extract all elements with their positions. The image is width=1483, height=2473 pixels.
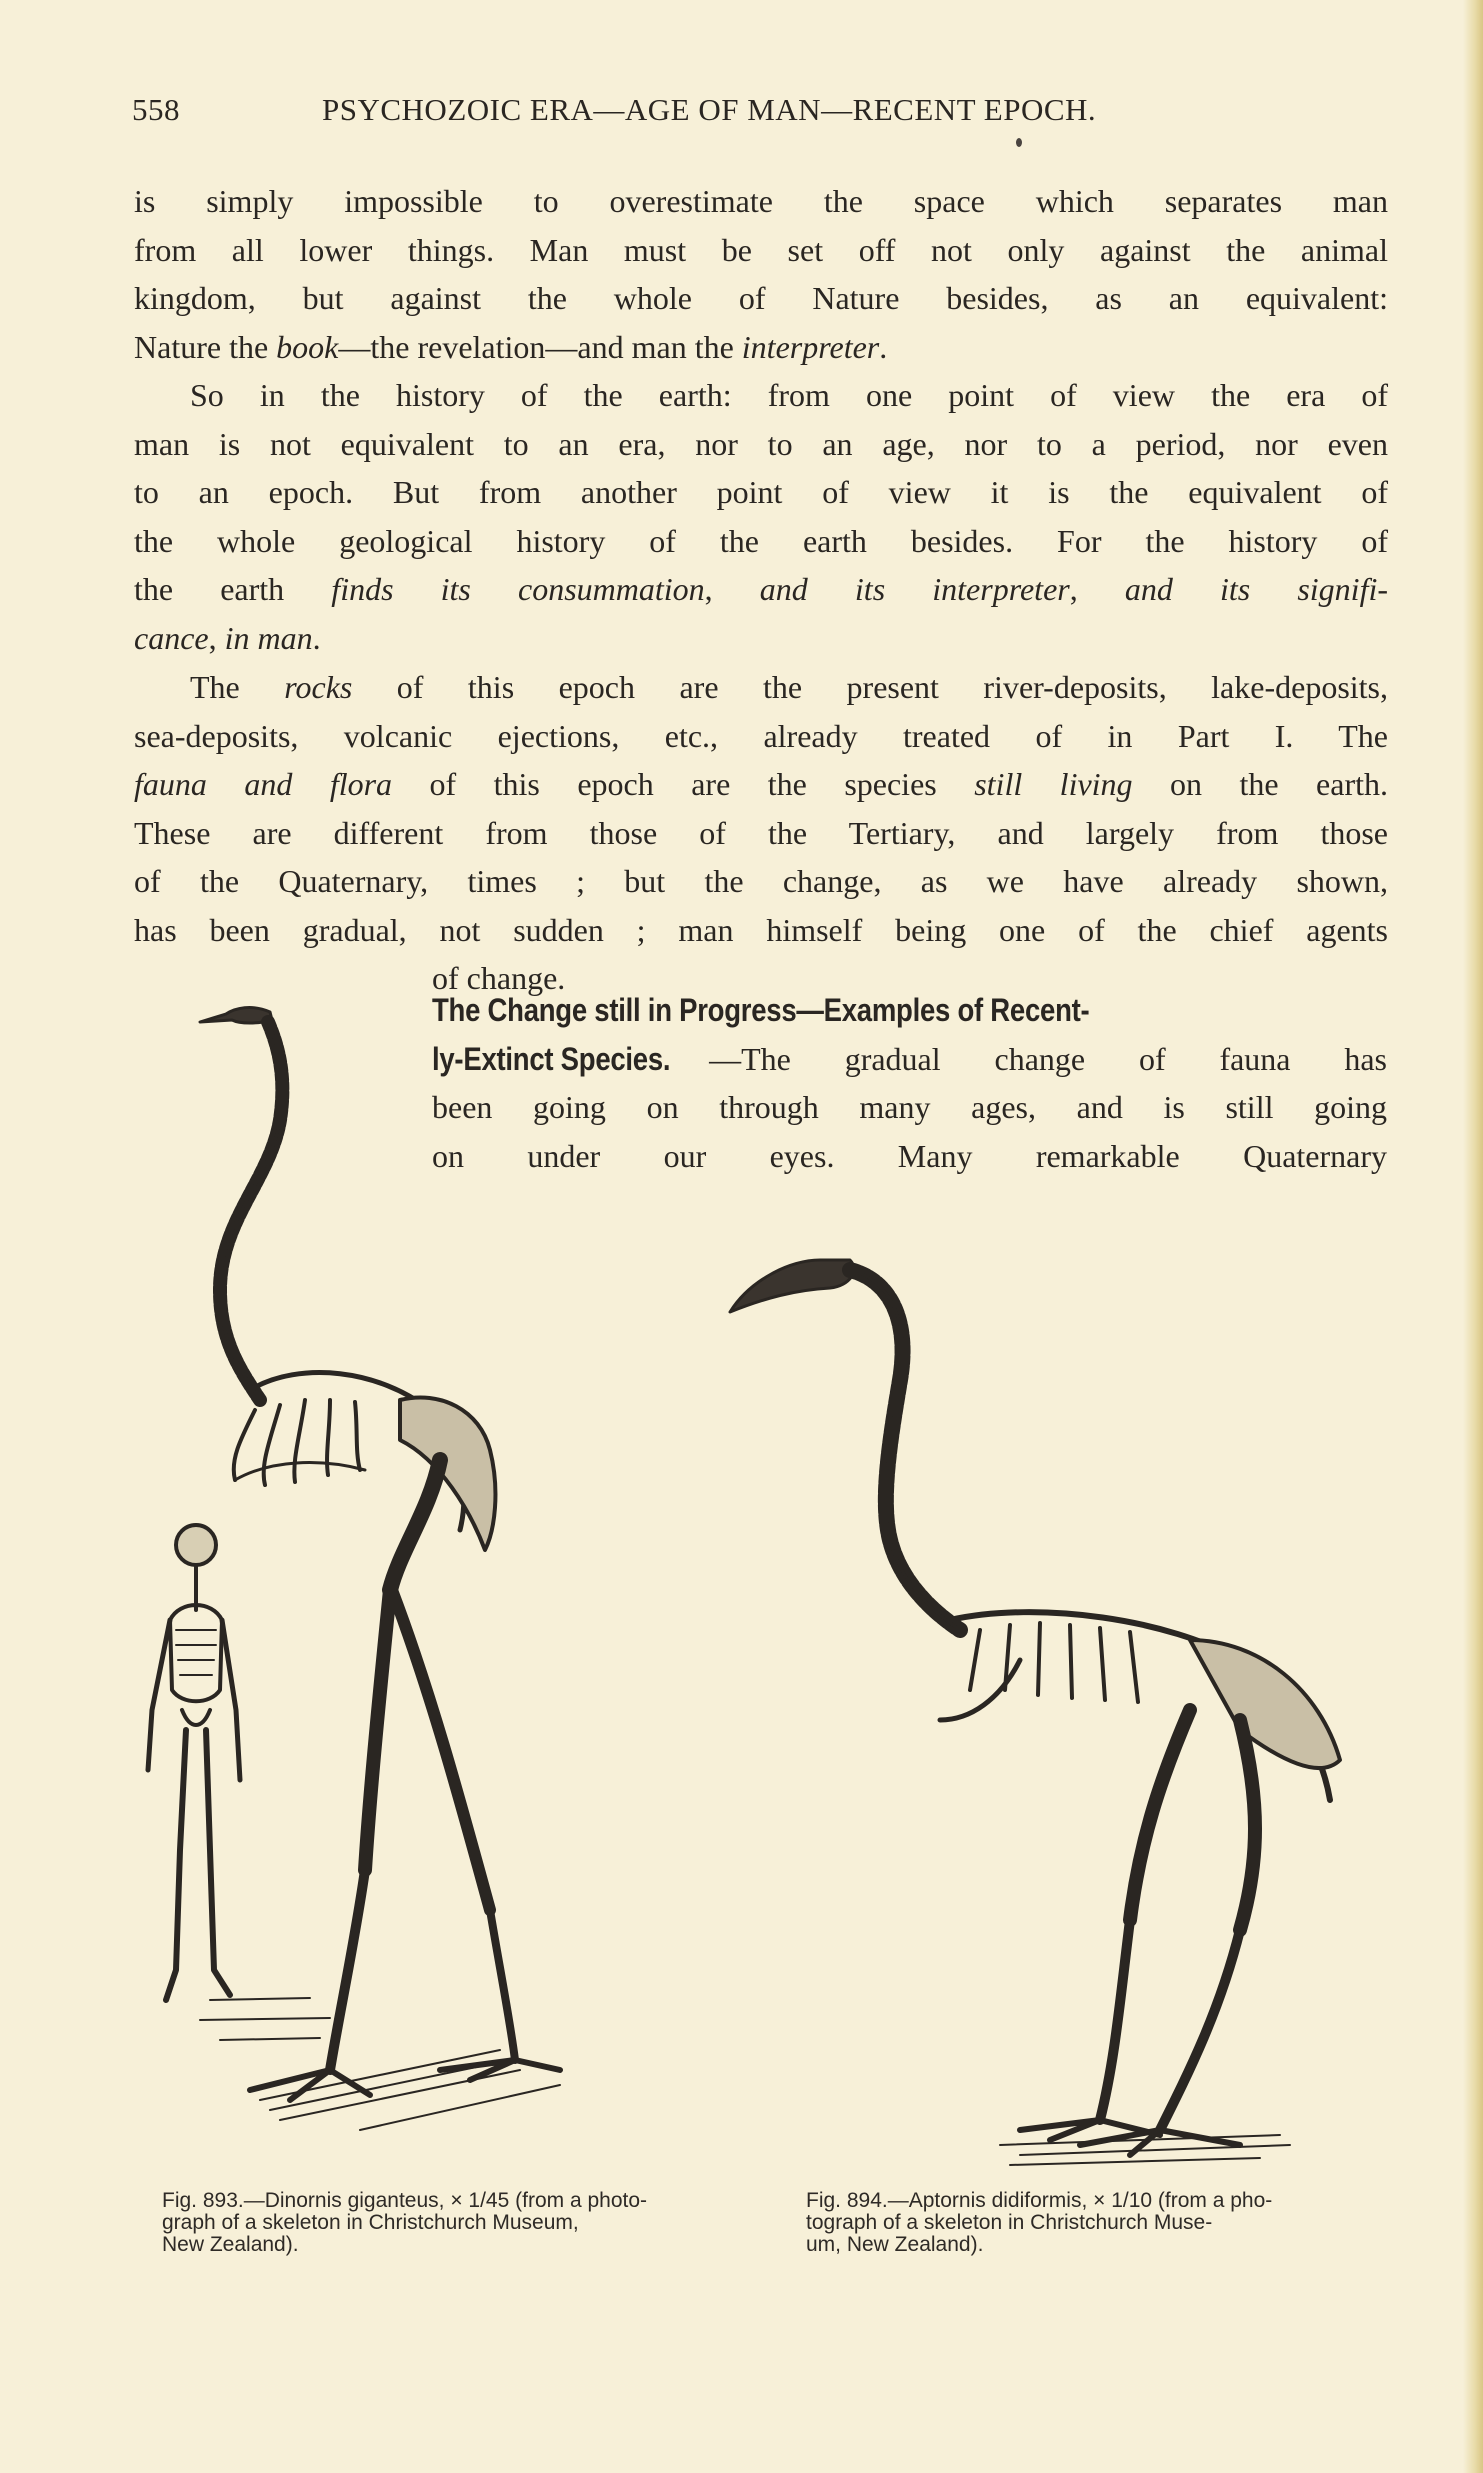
- caption-line: New Zealand).: [162, 2233, 299, 2256]
- text-line: So in the history of the earth: from one point of view the era of: [190, 377, 1388, 413]
- text-line: kingdom, but against the whole of Nature besides, as an equivalent:: [134, 280, 1388, 317]
- text-line: the earth finds its consummation, and its interpreter, and its signifi-: [134, 571, 1389, 608]
- caption-line: tograph of a skeleton in Christchurch Muse-: [806, 2211, 1213, 2234]
- text-line: sea-deposits, volcanic ejections, etc., already treated of in Part I. The: [134, 717, 1388, 754]
- aptornis-skeleton-illustration: [720, 1240, 1390, 2180]
- page-edge: [1463, 0, 1483, 2473]
- running-head: PSYCHOZOIC ERA—AGE OF MAN—RECENT EPOCH.: [322, 92, 1097, 127]
- section-title: The Change still in Progress—Examples of Recent-: [432, 992, 1090, 1028]
- caption-line: graph of a skeleton in Christchurch Museum,: [162, 2211, 579, 2234]
- text-line: is simply impossible to overestimate the space which separates man: [134, 183, 1388, 219]
- section-title-cont: ly-Extinct Species.: [432, 1040, 671, 1077]
- text-line: to an epoch. But from another point of view it is the equivalent of: [134, 474, 1388, 511]
- print-speck: [1016, 138, 1022, 147]
- page-header: [132, 92, 1212, 136]
- text-line: The rocks of this epoch are the present river-deposits, lake-deposits,: [190, 669, 1389, 705]
- section-line-4: on under our eyes. Many remarkable Quaternary: [432, 1137, 1387, 1174]
- text-line: These are different from those of the Tertiary, and largely from those: [134, 814, 1388, 851]
- paragraph-2: [134, 371, 1388, 663]
- caption-line: Fig. 893.—Dinornis giganteus, × 1/45 (from a photo-: [162, 2189, 648, 2212]
- caption-line: Fig. 894.—Aptornis didiformis, × 1/10 (from a pho-: [806, 2189, 1273, 2212]
- figure-894-aptornis: [720, 1240, 1390, 2180]
- figure-894-caption: [806, 2190, 1396, 2256]
- text-line: has been gradual, not sudden ; man himself being one of the chief agents: [134, 911, 1388, 948]
- text-line: fauna and flora of this epoch are the species still living on the earth.: [134, 766, 1389, 803]
- caption-line: um, New Zealand).: [806, 2233, 984, 2256]
- paragraph-3-end: of change.: [432, 960, 566, 996]
- page-number: 558: [132, 92, 180, 127]
- paragraph-1: [134, 177, 1388, 371]
- section-line-3: been going on through many ages, and is still going: [432, 1089, 1387, 1126]
- section-text: —The gradual change of fauna has: [709, 1040, 1387, 1077]
- figure-893-caption: [162, 2190, 780, 2256]
- text-line: man is not equivalent to an era, nor to an age, nor to a period, nor even: [134, 425, 1388, 462]
- text-line: Nature the book—the revelation—and man the interpreter.: [134, 328, 888, 365]
- text-line: the whole geological history of the earth besides. For the history of: [134, 522, 1388, 559]
- text-line: cance, in man.: [134, 619, 321, 656]
- figure-893-dinornis: [140, 990, 790, 2165]
- text-line: from all lower things. Man must be set off not only against the animal: [134, 231, 1388, 268]
- paragraph-3: [134, 663, 1388, 955]
- text-line: of the Quaternary, times ; but the change, as we have already shown,: [134, 863, 1388, 900]
- dinornis-skeleton-illustration: [140, 990, 790, 2165]
